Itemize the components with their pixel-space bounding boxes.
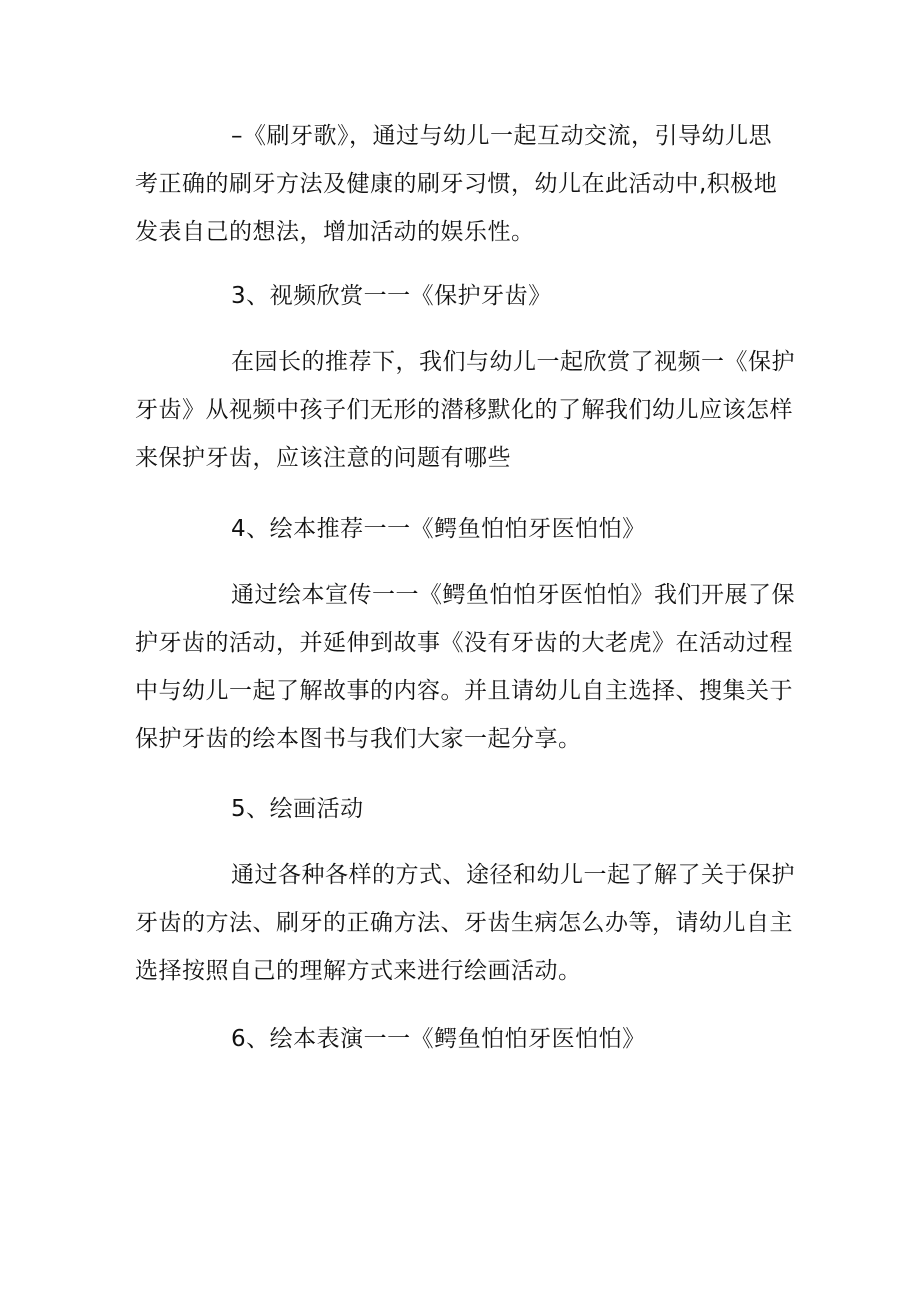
paragraph-line: 来保护牙齿，应该注意的问题有哪些 [135, 445, 511, 471]
paragraph-line: 通过各种各样的方式、途径和幼儿一起了解了关于保护 [231, 862, 795, 888]
paragraph-line: 在园长的推荐下，我们与幼儿一起欣赏了视频一《保护 [231, 349, 795, 375]
video-paragraph [135, 338, 795, 482]
paragraph-line: 发表自己的想法，增加活动的娱乐性。 [135, 219, 535, 245]
heading-line: 5、绘画活动 [231, 796, 364, 822]
drawing-paragraph [135, 851, 795, 995]
heading-line: 3、视频欣赏一一《保护牙齿》 [231, 283, 552, 309]
paragraph-line: 保护牙齿的绘本图书与我们大家一起分享。 [135, 726, 582, 752]
heading-line: 6、绘本表演一一《鳄鱼怕怕牙医怕怕》 [231, 1026, 646, 1052]
paragraph-line: 牙齿的方法、刷牙的正确方法、牙齿生病怎么办等，请幼儿自主 [135, 910, 793, 936]
paragraph-line: –《刷牙歌》，通过与幼儿一起互动交流，引导幼儿思 [231, 123, 772, 149]
paragraph-line: 选择按照自己的理解方式来进行绘画活动。 [135, 958, 582, 984]
section-heading-5 [135, 785, 795, 833]
section-heading-6 [135, 1015, 795, 1063]
picture-book-paragraph [135, 571, 795, 763]
paragraph-line: 中与幼儿一起了解故事的内容。并且请幼儿自主选择、搜集关于 [135, 678, 793, 704]
paragraph-line: 通过绘本宣传一一《鳄鱼怕怕牙医怕怕》我们开展了保 [231, 582, 795, 608]
section-heading-4 [135, 505, 795, 553]
intro-paragraph [135, 112, 795, 256]
paragraph-line: 考正确的刷牙方法及健康的刷牙习惯，幼儿在此活动中,积极地 [135, 171, 778, 197]
paragraph-line: 护牙齿的活动，并延伸到故事《没有牙齿的大老虎》在活动过程 [135, 630, 793, 656]
section-heading-3 [135, 272, 795, 320]
paragraph-line: 牙齿》从视频中孩子们无形的潜移默化的了解我们幼儿应该怎样 [135, 397, 793, 423]
heading-line: 4、绘本推荐一一《鳄鱼怕怕牙医怕怕》 [231, 516, 646, 542]
